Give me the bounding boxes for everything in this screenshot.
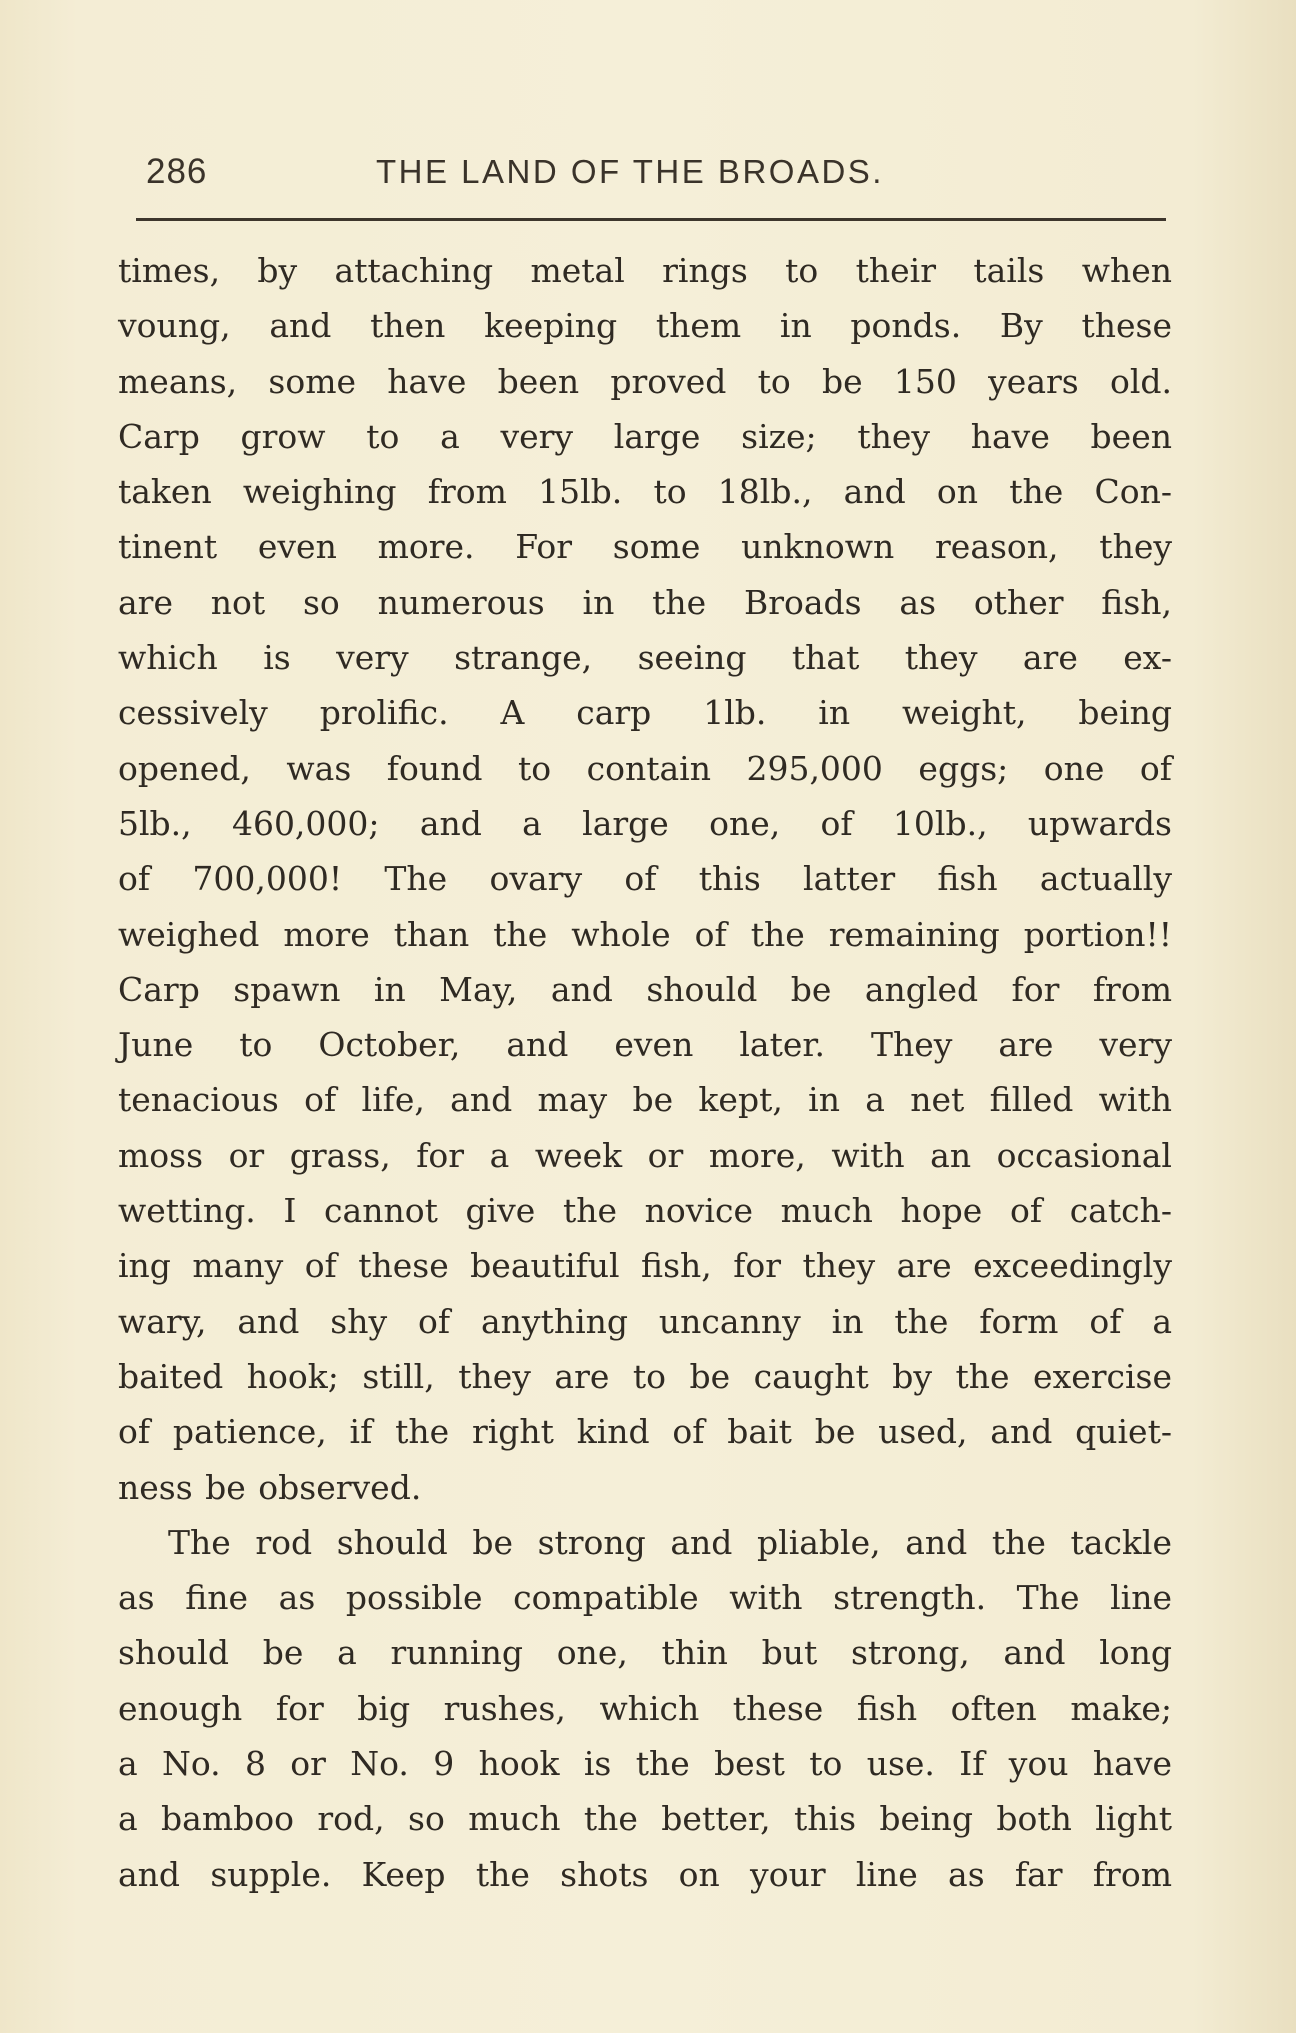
text-line: wetting. I cannot give the novice much hope of catch-: [118, 1191, 1172, 1231]
text-line: which is very strange, seeing that they are ex-: [118, 638, 1172, 678]
running-head: [146, 152, 1158, 202]
text-line: enough for big rushes, which these fish often make;: [118, 1688, 1172, 1728]
text-line: are not so numerous in the Broads as other fish,: [118, 582, 1172, 622]
text-line: and supple. Keep the shots on your line as far from: [118, 1854, 1172, 1894]
text-line: opened, was found to contain 295,000 eggs; one of: [118, 748, 1172, 788]
text-line: June to October, and even later. They are very: [118, 1025, 1172, 1065]
text-line: moss or grass, for a week or more, with an occasional: [118, 1135, 1172, 1175]
text-line-paragraph-end: ness be observed.: [118, 1467, 422, 1507]
text-line: of 700,000! The ovary of this latter fish actually: [118, 859, 1172, 899]
text-line: Carp spawn in May, and should be angled for from: [118, 969, 1172, 1009]
page-number: 286: [146, 152, 208, 191]
text-line: weighed more than the whole of the remaining portion!!: [118, 914, 1172, 954]
text-line-paragraph-start: The rod should be strong and pliable, and the tackle: [168, 1522, 1172, 1562]
text-line: tenacious of life, and may be kept, in a net filled with: [118, 1080, 1172, 1120]
body-text: [118, 243, 1172, 1902]
text-line: times, by attaching metal rings to their tails when: [118, 251, 1172, 290]
text-line: means, some have been proved to be 150 years old.: [118, 361, 1172, 401]
text-line: a No. 8 or No. 9 hook is the best to use. If you have: [118, 1744, 1172, 1784]
text-line: ing many of these beautiful fish, for they are exceedingly: [118, 1246, 1172, 1286]
text-line: voung, and then keeping them in ponds. By these: [118, 306, 1172, 346]
text-line: tinent even more. For some unknown reason, they: [118, 527, 1172, 567]
text-line: taken weighing from 15lb. to 18lb., and on the Con-: [118, 472, 1172, 512]
text-line: cessively prolific. A carp 1lb. in weight, being: [118, 693, 1172, 733]
text-line: Carp grow to a very large size; they have been: [118, 416, 1172, 456]
running-title: THE LAND OF THE BROADS.: [376, 153, 884, 190]
text-line: a bamboo rod, so much the better, this being both light: [118, 1799, 1172, 1839]
text-line: as fine as possible compatible with strength. The line: [118, 1578, 1172, 1618]
text-line: 5lb., 460,000; and a large one, of 10lb., upwards: [118, 803, 1172, 843]
text-line: of patience, if the right kind of bait be used, and quiet-: [118, 1412, 1172, 1452]
text-line: baited hook; still, they are to be caught by the exercise: [118, 1356, 1172, 1396]
header-rule: [136, 218, 1166, 221]
text-line: wary, and shy of anything uncanny in the form of a: [118, 1301, 1172, 1341]
text-line: should be a running one, thin but strong, and long: [118, 1633, 1172, 1673]
